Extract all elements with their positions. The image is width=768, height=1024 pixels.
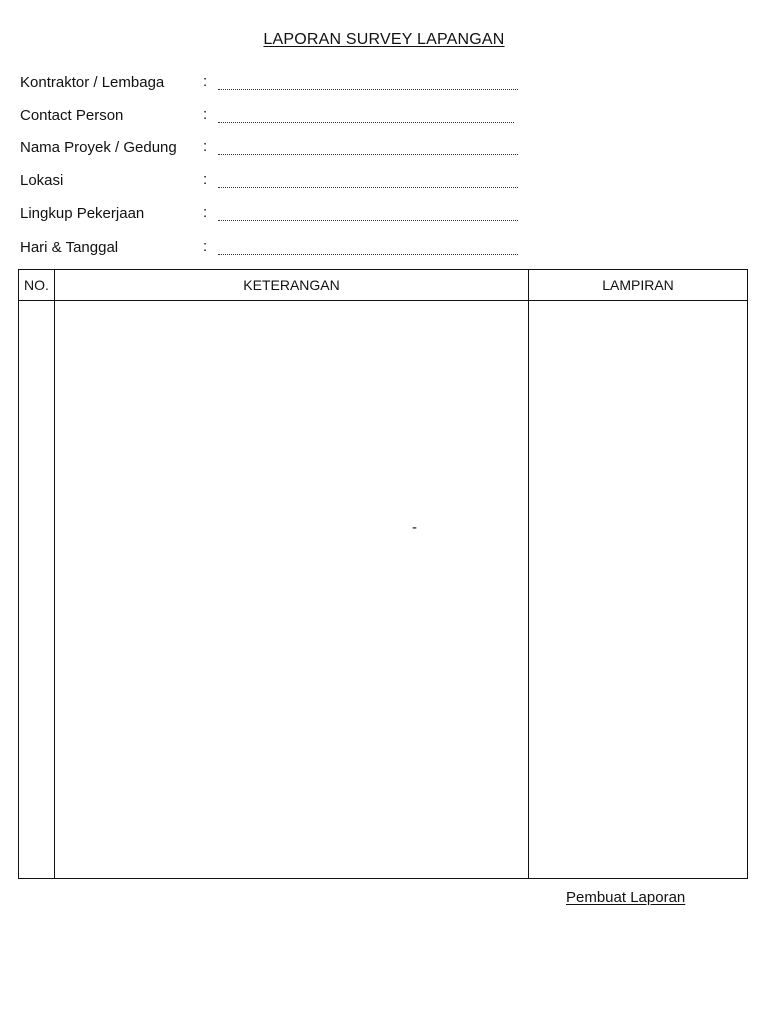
field-fill-line[interactable] — [218, 187, 518, 188]
field-colon: : — [203, 138, 208, 155]
field-label: Hari & Tanggal — [20, 239, 119, 256]
field-colon: : — [203, 106, 208, 123]
header-lampiran: LAMPIRAN — [529, 270, 748, 301]
document-title-text: LAPORAN SURVEY LAPANGAN — [263, 31, 505, 48]
cell-keterangan[interactable] — [55, 301, 529, 879]
field-fill-line[interactable] — [218, 122, 514, 123]
field-colon: : — [203, 171, 208, 188]
signature-label: Pembuat Laporan — [566, 889, 686, 906]
field-colon: : — [203, 238, 208, 255]
field-label: Kontraktor / Lembaga — [20, 74, 165, 91]
field-label: Lokasi — [20, 172, 64, 189]
field-label: Contact Person — [20, 107, 124, 124]
report-table — [18, 269, 748, 879]
field-fill-line[interactable] — [218, 89, 518, 90]
table-row — [19, 301, 748, 879]
field-label: Nama Proyek / Gedung — [20, 139, 177, 156]
table-header-row — [19, 270, 748, 301]
cell-lampiran[interactable] — [529, 301, 748, 879]
header-no: NO. — [19, 270, 55, 301]
document-title — [0, 31, 768, 49]
field-colon: : — [203, 73, 208, 90]
stray-dash-mark: - — [412, 519, 417, 536]
cell-no[interactable] — [19, 301, 55, 879]
field-fill-line[interactable] — [218, 154, 518, 155]
header-keterangan: KETERANGAN — [55, 270, 529, 301]
field-colon: : — [203, 204, 208, 221]
field-fill-line[interactable] — [218, 254, 518, 255]
field-label: Lingkup Pekerjaan — [20, 205, 145, 222]
field-fill-line[interactable] — [218, 220, 518, 221]
